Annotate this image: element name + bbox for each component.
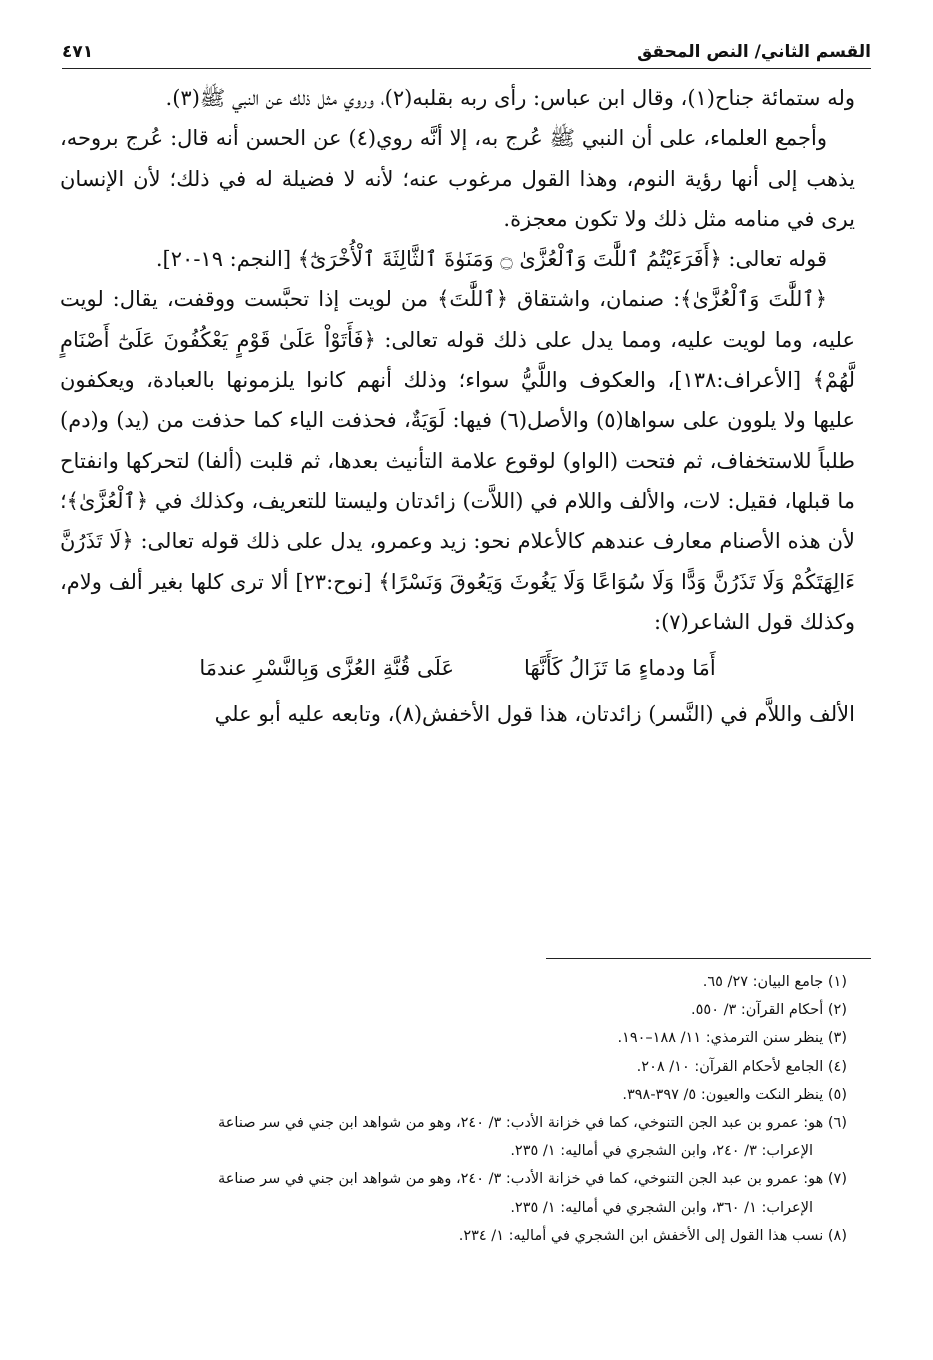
- footnote-7: (٧) هو: عمرو بن عبد الجن التنوخي، كما في خزانة الأدب: ٣/ ٢٤٠، وهو من شواهد ابن جني في سر صناعة: [217, 1171, 847, 1188]
- paragraph-1: وله ستمائة جناح(١)، وقال ابن عباس: رأى ربه بقلبه(٢)، وروي مثل ذلك عن النبي ﷺ(٣).: [165, 86, 855, 110]
- header-divider: [62, 68, 871, 69]
- footnote-divider: [546, 958, 871, 959]
- page-header: [62, 26, 871, 62]
- section-title: القسم الثاني/ النص المحقق: [637, 42, 871, 62]
- footnote-2: (٢) أحكام القرآن: ٣/ ٥٥٠.: [691, 1002, 847, 1019]
- footnote-6-continuation: الإعراب: ٣/ ٢٤٠، وابن الشجري في أماليه: ١/ ٢٣٥.: [510, 1143, 813, 1160]
- footnote-8: (٨) نسب هذا القول إلى الأخفش ابن الشجري في أماليه: ١/ ٢٣٤.: [458, 1227, 847, 1244]
- closing-paragraph: الألف واللاَّم في (النَّسر) زائدتان، هذا قول الأخفش(٨)، وتابعه عليه أبو علي: [214, 702, 855, 727]
- footnote-7-continuation: الإعراب: ١/ ٣٦٠، وابن الشجري في أماليه: ١/ ٢٣٥.: [510, 1199, 813, 1216]
- footnote-6: (٦) هو: عمرو بن عبد الجن التنوخي، كما في خزانة الأدب: ٣/ ٢٤٠، وهو من شواهد ابن جني في سر صناعة: [217, 1115, 847, 1132]
- paragraph-4: ﴿ٱللَّٰتَ وَٱلْعُزَّىٰ﴾: صنمان، واشتقاق ﴿ٱللَّٰتَ﴾ من لويت إذا تحبَّست ووقفت، يقال: لويت عليه، وما لويت عليه، ومما يدل على ذلك قوله تعالى: ﴿فَأَتَوْاْ عَلَىٰ قَوْمٍ يَعْكُفُونَ عَلَىٰٓ أَصْنَامٍ لَّهُمْ﴾ [الأعراف:١٣٨]، والعكوف واللَّيُّ سواء؛ وذلك أنهم كانوا يلزمونها بالعبادة، ويعكفون عليها ولا يلوون على سواها(٥) والأصل(٦) فيها: لَوَيَةٌ، فحذفت الياء كما حذفت من (يد) و(دم) طلباً للاستخفاف، ثم فتحت (الواو) لوقوع علامة التأنيث بعدها، ثم قلبت (ألفا) لتحركها وانفتاح ما قبلها، فقيل: لات، والألف واللام في (اللاَّت) زائدتان وليستا للتعريف، وكذلك في ﴿ٱلْعُزَّىٰ﴾؛ لأن هذه الأصنام معارف عندهم كالأعلام نحو: زيد وعمرو، يدل على ذلك قوله تعالى: ﴿لَا تَذَرُنَّ ءَالِهَتَكُمْ وَلَا تَذَرُنَّ وَدًّا وَلَا سُوَاعًا وَلَا يَغُوثَ وَيَعُوقَ وَنَسْرًا﴾ [نوح:٢٣] ألا ترى كلها بغير ألف ولام، وكذلك قول الشاعر(٧):: [60, 287, 856, 634]
- page-number: ٤٧١: [62, 42, 94, 62]
- main-text: [60, 78, 855, 735]
- footnote-4: (٤) الجامع لأحكام القرآن: ١٠/ ٢٠٨.: [636, 1058, 847, 1075]
- verse-first-hemistich: أَمَا ودماءٍ مَا تَزَالُ كَأَنَّهَا: [524, 656, 716, 681]
- poetry-verse: [60, 648, 855, 688]
- footnote-1: (١) جامع البيان: ٢٧/ ٦٥.: [702, 974, 847, 990]
- verse-second-hemistich: عَلَى قُنَّةِ العُزَّى وَبِالنَّسْرِ عندمَا: [199, 656, 454, 681]
- footnote-5: (٥) ينظر النكت والعيون: ٥/ ٣٩٧-٣٩٨.: [622, 1086, 847, 1103]
- paragraph-3: قوله تعالى: ﴿أَفَرَءَيْتُمُ ٱللَّٰتَ وَٱلْعُزَّىٰ ۝ وَمَنَوٰةَ ٱلثَّالِثَةَ ٱلْأُخْرَىٰٓ﴾ [النجم: ١٩-٢٠].: [155, 247, 827, 272]
- footnotes: [70, 968, 847, 1250]
- footnote-3: (٣) ينظر سنن الترمذي: ١١/ ١٨٨–١٩٠.: [617, 1030, 847, 1047]
- paragraph-2: وأجمع العلماء، على أن النبي ﷺ عُرج به، إلا أنَّه روي(٤) عن الحسن أنه قال: عُرج بروحه، يذهب إلى أنها رؤية النوم، وهذا القول مرغوب عنه؛ لأنه لا فضيلة له في ذلك؛ لأن الإنسان يرى في منامه مثل ذلك ولا تكون معجزة.: [60, 126, 855, 231]
